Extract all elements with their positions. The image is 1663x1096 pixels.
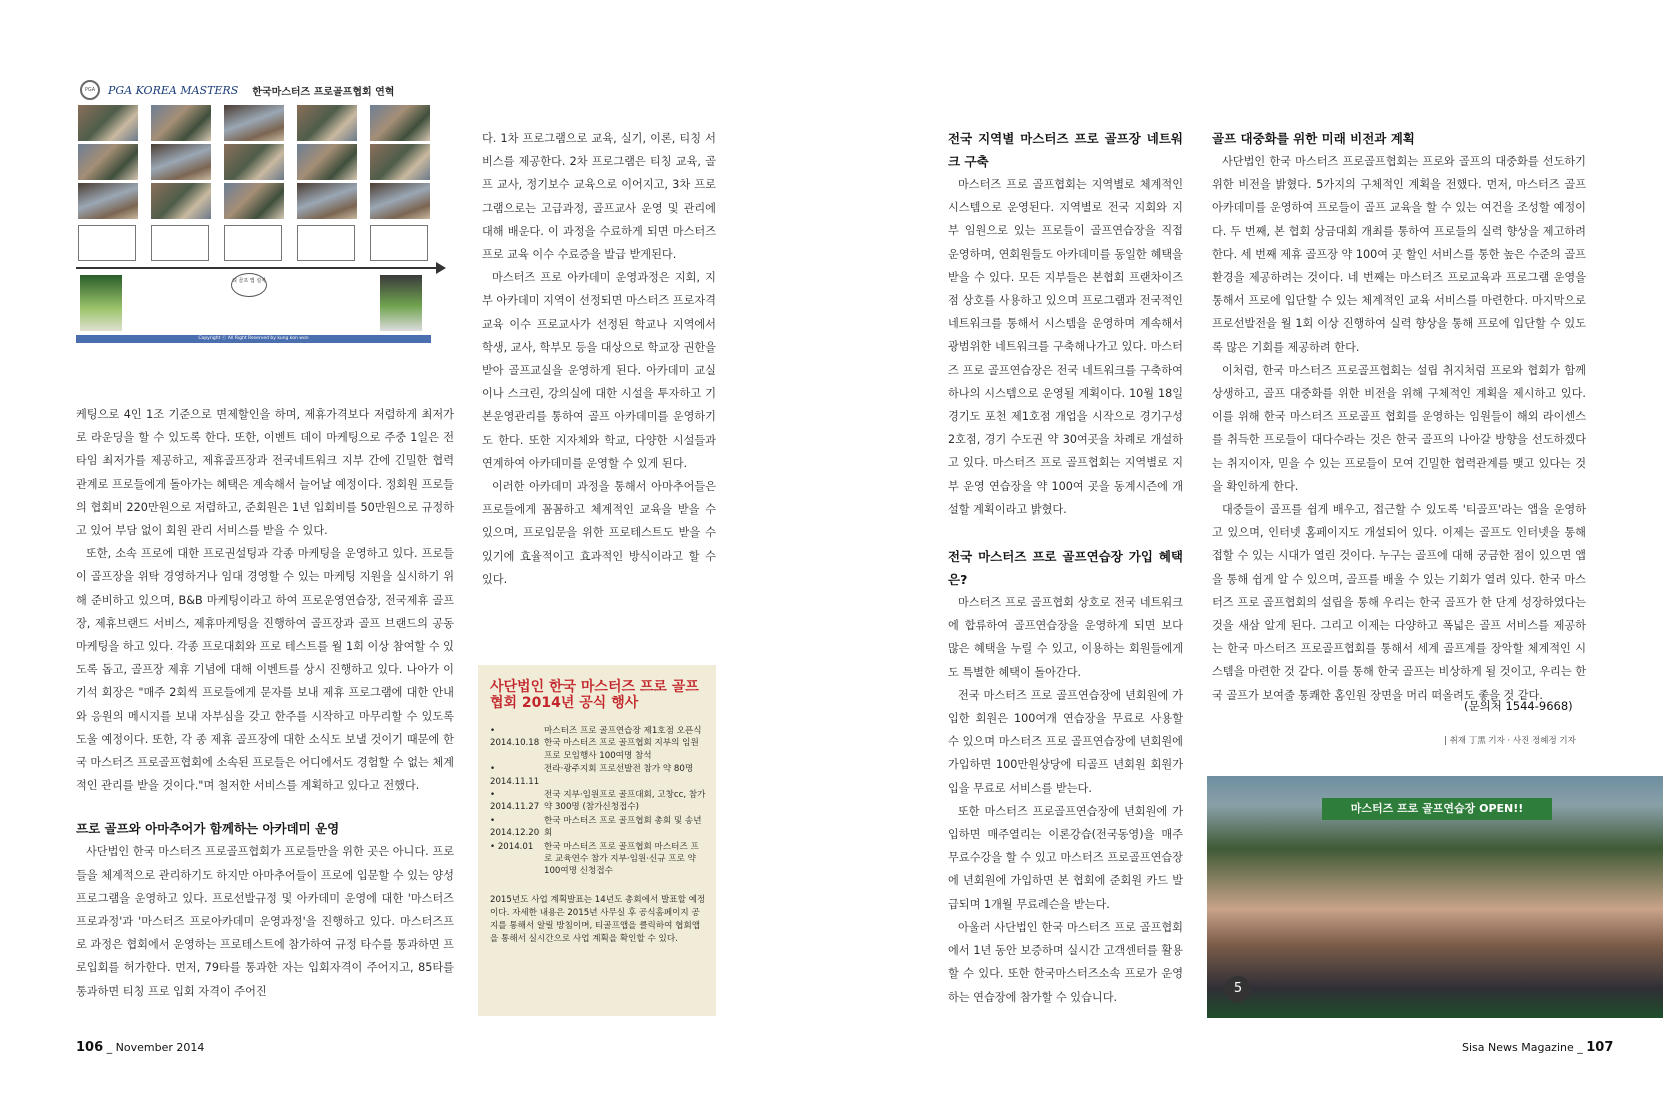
body-paragraph: 대중들이 골프를 쉽게 배우고, 접근할 수 있도록 '티골프'라는 앱을 운영하고 있으며, 인터넷 홈페이지도 개설되어 있다. 이제는 골프도 인터넷을 통해 접할 수 있는 시대가 열린 것이다. 누구는 골프에 대해 궁금한 점이 있으면 앱을 통해 쉽게 알 수 있으며, 골프를 배울 수 있는 기회가 열려 있다. 한국 마스터즈 프로 골프협회의 설립을 통해 우리는 한국 골프가 한 단계 성장하였다는 것을 새삼 알게 된다. 그리고 이제는 다양하고 폭넓은 골프 서비스를 제공하는 한국 마스터즈 프로골프협회를 통해서 세계 골프계를 장악할 체계적인 시스템을 마련한 것 같다. 이를 통해 한국 골프는 비상하게 될 것이고, 우리는 한국 골프가 보여줄 통쾌한 홈인원 장면을 머리 떠올려도 좋을 것 같다. xyxy=(1212,503,1587,702)
event-date: • 2014.12.20 xyxy=(490,815,544,840)
event-text: 전라·광주지회 프로선발전 참가 약 80명 xyxy=(544,764,694,775)
body-paragraph: 다. 1차 프로그램으로 교육, 실기, 이론, 티칭 서비스를 제공한다. 2차 프로그램은 티칭 교육, 골프 교사, 정기보수 교육으로 이어지고, 3차 프로그램으로는 고급과정, 골프교사 운영 및 관리에 대해 배운다. 이 과정을 수료하게 되면 마스터즈 프로 교육 이수 수료증을 발급 받게된다. xyxy=(482,132,716,262)
photo-banner: 마스터즈 프로 골프연습장 OPEN!! xyxy=(1322,798,1552,820)
figure-logo-text: PGA KOREA MASTERS xyxy=(108,83,239,97)
right-page-number: 107 xyxy=(1586,1040,1614,1055)
section-heading: 전국 지역별 마스터즈 프로 골프장 네트워크 구축 xyxy=(948,131,1183,169)
figure-header xyxy=(80,80,394,100)
group-photo xyxy=(1207,776,1663,1018)
body-paragraph: 이러한 아카데미 과정을 통해서 아마추어들은 프로들에게 꼼꼼하고 체계적인 교육을 받을 수 있으며, 프로입문을 위한 프로테스트도 받을 수 있기에 효율적이고 효과적인 방식이라고 할 수 있다. xyxy=(482,480,716,586)
section-heading: 전국 마스터즈 프로 골프연습장 가입 혜택은? xyxy=(948,549,1183,588)
timeline-caption-box xyxy=(151,225,209,261)
body-paragraph: 전국 마스터즈 프로 골프연습장에 년회원에 가입한 회원은 100여개 연습장을 무료로 사용할 수 있으며 마스터즈 프로 골프연습장에 년회원에 가입하면 100만원상당에 티골프 년회원 회원가입을 무료로 서비스를 받는다. xyxy=(948,688,1183,795)
history-photo xyxy=(78,105,138,141)
tee-golf-app-badge: 티 골프 앱 설치 xyxy=(231,273,267,297)
history-photo xyxy=(78,144,138,180)
photo-column-1 xyxy=(78,105,138,219)
event-date: • 2014.11.27 xyxy=(490,789,544,814)
event-text: 전국 지부·임원프로 골프대회, 고창cc, 참가 약 300명 (참가신청접수) xyxy=(544,790,706,813)
byline-credit: | 취재 丁黑 기자 · 사진 정혜정 기자 xyxy=(1444,736,1576,746)
contact-number: (문의처 1544-9668) xyxy=(1464,699,1573,713)
history-photo xyxy=(151,144,211,180)
event-text: 한국 마스터즈 프로 골프협회 총회 및 송년회 xyxy=(544,815,702,839)
timeline-arrow xyxy=(76,267,441,269)
article-column-3 xyxy=(948,127,1183,1009)
article-column-1 xyxy=(76,403,454,1003)
history-photo xyxy=(370,144,430,180)
event-text: 한국 마스터즈 프로 골프협회 마스터즈 프로 교육연수 참가 지부·임원·신규 프로 약 100여명 신청접수 xyxy=(544,841,699,877)
figure-title: 한국마스터즈 프로골프협회 연혁 xyxy=(252,86,395,98)
body-paragraph: 사단법인 한국 마스터즈 프로골프협회가 프로들만을 위한 곳은 아니다. 프로들을 체계적으로 관리하기도 하지만 아마추어들이 프로에 입문할 수 있는 양성프로그램을 운영하고 있다. 프로선발규정 및 아카데미 운영에 대한 '마스터즈 프로과정'과 '마스터즈 프로아카데미 운영과정'을 진행하고 있다. 마스터즈프로 과정은 협회에서 운영하는 프로테스트에 참가하여 규정 타수를 통과하면 프로입회를 허가한다. 먼저, 79타를 통과한 자는 입회자격이 주어지고, 85타를 통과하면 티칭 프로 입회 자격이 주어진 xyxy=(76,845,454,998)
history-photo xyxy=(370,183,430,219)
body-paragraph: 또한 마스터즈 프로골프연습장에 년회원에 가입하면 매주열리는 이론강습(전국동영)을 매주 무료수강을 할 수 있고 마스터즈 프로골프연습장에 년회원에 가입하면 본 협회에 준회원 카드 발급되며 1개월 무료레슨을 받는다. xyxy=(948,804,1183,911)
body-paragraph: 아울러 사단법인 한국 마스터즈 프로 골프협회에서 1년 동안 보증하며 실시간 고객센터를 활용할 수 있다. 또한 한국마스터즈소속 프로가 운영하는 연습장에 참가할 수 있습니다. xyxy=(948,920,1183,1004)
left-page-number: 106 xyxy=(76,1040,104,1055)
arrow-right-icon xyxy=(436,262,446,274)
body-paragraph: 마스터즈 프로 골프협회는 지역별로 체계적인 시스템으로 운영된다. 지역별로 전국 지회와 지부 임원으로 있는 프로들이 골프연습장을 직접 운영하며, 연회원들도 아카데미를 동일한 혜택을 받을 수 있다. 모든 지부들은 본협회 프랜차이즈점 상호를 사용하고 있으며 프로그램과 전국적인 네트워크를 통해서 시스템을 운영하며 계속해서 광범위한 네트워크를 구축해나가고 있다. 마스터즈 프로 골프연습장은 전국 네트워크를 구축하여 하나의 시스템으로 운영될 계획이다. 10월 18일 경기도 포천 제1호점 개업을 시작으로 경기구성 2호점, 경기 수도권 약 30여곳을 차례로 개설하고 있다. 마스터즈 프로 골프협회는 지역별로 지부 운영 연습장을 약 100여 곳을 동계시즌에 개설할 계획이라고 밝혔다. xyxy=(948,178,1183,516)
article-column-4 xyxy=(1212,127,1586,707)
section-heading: 골프 대중화를 위한 미래 비전과 계획 xyxy=(1212,131,1415,146)
article-column-2 xyxy=(482,127,716,591)
history-photo xyxy=(297,105,357,141)
figure-copyright-bar: Copyright ⓒ All Right Reserved by kung kon won xyxy=(76,335,431,343)
history-photo xyxy=(151,183,211,219)
official-events-box xyxy=(478,665,716,1016)
photo-column-3 xyxy=(224,105,284,219)
event-item xyxy=(490,763,706,788)
events-box-note: 2015년도 사업 계획발표는 14년도 총회에서 발표할 예정이다. 자세한 내용은 2015년 사무실 후 공식홈페이지 공지를 통해서 알릴 방침이며, 티골프앱을 클릭하여 협회앱을 통해서 실시간으로 사업 계획을 확인할 수 있다. xyxy=(490,894,706,944)
history-photo xyxy=(297,144,357,180)
event-date: • 2014.10.18 xyxy=(490,725,544,762)
timeline-caption-box xyxy=(78,225,136,261)
photo-column-2 xyxy=(151,105,211,219)
section-gap xyxy=(76,797,454,817)
golf-course-image xyxy=(380,275,422,331)
history-photo xyxy=(78,183,138,219)
app-promo-image xyxy=(80,275,122,331)
right-folio-label: Sisa News Magazine _ xyxy=(1462,1041,1583,1054)
right-folio xyxy=(1462,1040,1613,1055)
body-paragraph: 사단법인 한국 마스터즈 프로골프협회는 프로와 골프의 대중화를 선도하기 위한 비전을 밝혔다. 5가지의 구체적인 계획을 전했다. 먼저, 마스터즈 골프 아카데미를 운영하여 프로들이 골프 교육을 할 수 있는 여건을 조성할 예정이다. 두 번째, 본 협회 상금대회 개최를 통하여 프로들의 실력 향상을 제고하려 한다. 세 번째 제휴 골프장 약 100여 곳 할인 서비스를 통한 높은 수준의 골프 환경을 제공하려는 것이다. 네 번째는 마스터즈 프로교육과 프로그램 운영을 통해서 프로에 입단할 수 있는 체계적인 교육 서비스를 마련한다. 마지막으로 프로선발전을 월 1회 이상 진행하여 실력 향상을 통해 프로에 입단할 수 있도록 많은 기회를 제공하려 한다. xyxy=(1212,155,1586,354)
photo-number-badge: 5 xyxy=(1225,976,1251,1002)
history-timeline-figure xyxy=(76,77,453,361)
body-paragraph: 케팅으로 4인 1조 기준으로 면제할인을 하며, 제휴가격보다 저렴하게 최저가로 라운딩을 할 수 있도록 한다. 또한, 이벤트 데이 마케팅으로 주중 1일은 전타임 최저가를 제공하고, 제휴골프장과 전국네트워크 지부 간에 긴밀한 협력 관계로 프로들에게 돌아가는 혜택은 계속해서 늘어날 예정이다. 정회원 프로들의 협회비 220만원으로 저렴하고, 준회원은 1년 입회비를 50만원으로 규정하고 있어 부담 없이 회원 관리 서비스를 받을 수 있다. xyxy=(76,408,454,538)
timeline-caption-box xyxy=(297,225,355,261)
event-text: 마스터즈 프로 골프연습장 제1호점 오픈식 한국 마스터즈 프로 골프협회 지부의 임원 프로 모임행사 100여명 참석 xyxy=(544,726,702,761)
history-photo xyxy=(297,183,357,219)
body-paragraph: 이처럼, 한국 마스터즈 프로골프협회는 설립 취지처럼 프로와 협회가 함께 상생하고, 골프 대중화를 위한 비전을 위해 구체적인 계획을 제시하고 있다. 이를 위해 한국 마스터즈 프로골프 협회를 운영하는 임원들이 해외 라이센스를 취득한 프로들이 대다수라는 것은 한국 골프의 나아갈 방향을 선도하겠다는 취지이자, 믿을 수 있는 프로들이 모여 긴밀한 협력관계를 맺고 있다는 것을 확인하게 한다. xyxy=(1212,363,1586,493)
event-item xyxy=(490,841,706,878)
events-list xyxy=(490,725,706,878)
timeline-caption-box xyxy=(370,225,428,261)
event-date: • 2014.01 xyxy=(490,841,544,878)
left-folio xyxy=(76,1040,204,1055)
history-photo xyxy=(151,105,211,141)
timeline-caption-box xyxy=(224,225,282,261)
section-gap xyxy=(948,521,1183,545)
body-paragraph: 또한, 소속 프로에 대한 프로권설팅과 각종 마케팅을 운영하고 있다. 프로들이 골프장을 위탁 경영하거나 임대 경영할 수 있는 마케팅 지원을 실시하기 위해 준비하고 있으며, B&B 마케팅이라고 하여 프로운영연습장, 전국제휴 골프장, 제휴브랜드 서비스, 제휴마케팅을 진행하여 골프장과 골프 브랜드의 공동마케팅을 하고 있다. 각종 프로대회와 프로 테스트를 월 1회 이상 참여할 수 있도록 돕고, 골프장 제휴 기념에 대해 이벤트를 상시 진행하고 있다. 나아가 이기석 회장은 "매주 2회씩 프로들에게 문자를 보내 제휴 프로그램에 대한 안내와 응원의 메시지를 보내 자부심을 갖고 한주를 시작하고 마무리할 수 있도록 도울 예정이다. 또한, 각 종 제휴 골프장에 대한 소식도 보낼 것이기 때문에 한국 마스터즈 프로골프협회에 소속된 프로들은 어디에서도 경험할 수 없는 체계적인 관리를 받을 것이다."며 철저한 서비스를 계획하고 있다고 전했다. xyxy=(76,547,454,793)
history-photo xyxy=(370,105,430,141)
history-photo xyxy=(224,183,284,219)
pga-logo-icon: PGA xyxy=(80,80,100,100)
body-paragraph: 마스터즈 프로 골프협회 상호로 전국 네트워크에 합류하여 골프연습장을 운영하게 되면 보다 많은 혜택을 누릴 수 있고, 이용하는 회원들에게도 특별한 혜택이 돌아간다. xyxy=(948,596,1183,679)
event-item xyxy=(490,789,706,814)
events-box-title: 사단법인 한국 마스터즈 프로 골프협회 2014년 공식 행사 xyxy=(490,679,699,711)
event-item xyxy=(490,725,706,762)
event-item xyxy=(490,815,706,840)
left-folio-label: _ November 2014 xyxy=(106,1041,205,1054)
history-photo xyxy=(224,144,284,180)
history-photo xyxy=(224,105,284,141)
body-paragraph: 마스터즈 프로 아카데미 운영과정은 지회, 지부 아카데미 지역이 선정되면 마스터즈 프로자격 교육 이수 프로교사가 선정된 학교나 지역에서 학생, 교사, 학부모 등을 대상으로 학교장 권한을 받아 골프교실을 운영하게 된다. 아카데미 교실이나 스크린, 강의실에 대한 시설을 투자하고 기본운영관리를 통하여 골프 아카데미를 운영하기도 한다. 또한 지자체와 학교, 다양한 시설들과 연계하여 아카데미를 운영할 수 있게 된다. xyxy=(482,271,716,470)
event-date: • 2014.11.11 xyxy=(490,763,544,788)
photo-column-5 xyxy=(370,105,430,219)
section-heading: 프로 골프와 아마추어가 함께하는 아카데미 운영 xyxy=(76,821,340,837)
photo-column-4 xyxy=(297,105,357,219)
